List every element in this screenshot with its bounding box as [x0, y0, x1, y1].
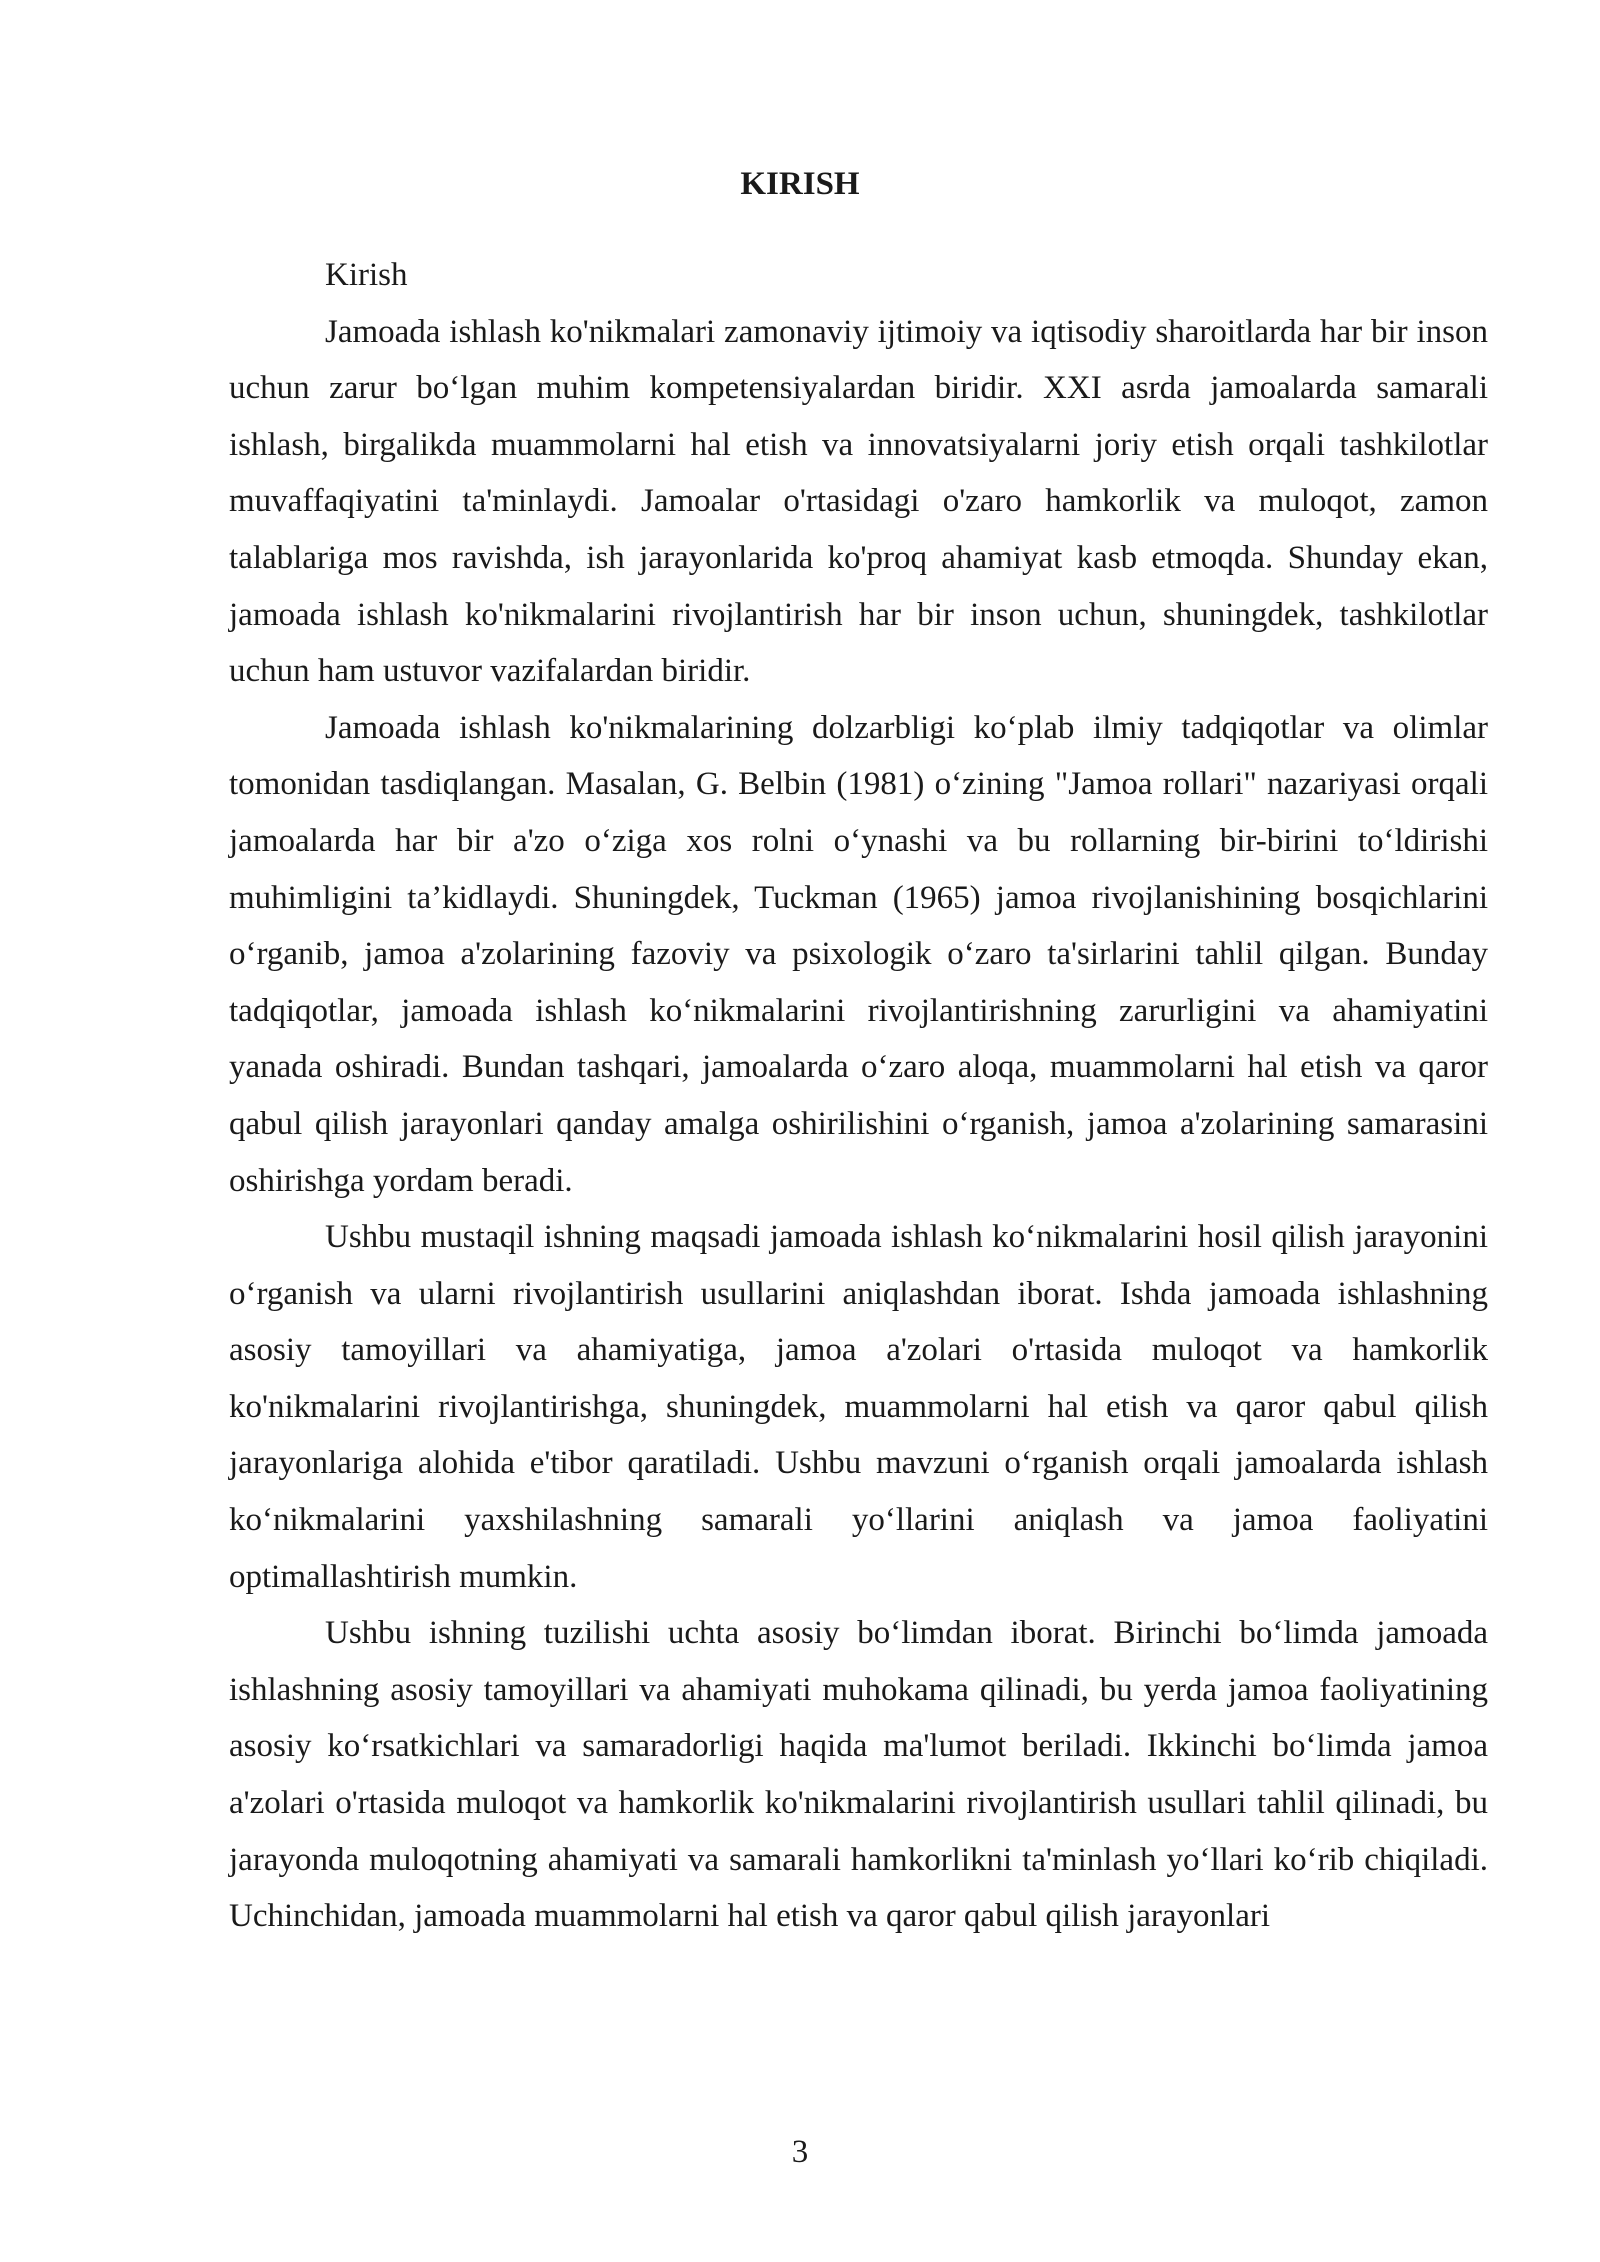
page-number: 3	[791, 2134, 809, 2170]
paragraph-2: Jamoada ishlash ko'nikmalarining dolzarbligi ko‘plab ilmiy tadqiqotlar va olimlar tomonidan tasdiqlangan. Masalan, G. Belbin (1981) o‘zining "Jamoa rollari" nazariyasi orqali jamoalarda har bir a'zo o‘ziga xos rolni o‘ynashi va bu rollarning bir-birini to‘ldirishi muhimligini ta’kidlaydi. Shuningdek, Tuckman (1965) jamoa rivojlanishining bosqichlarini o‘rganib, jamoa a'zolarining fazoviy va psixologik o‘zaro ta'sirlarini tahlil qilgan. Bunday tadqiqotlar, jamoada ishlash ko‘nikmalarini rivojlantirishning zarurligini va ahamiyatini yanada oshiradi. Bundan tashqari, jamoalarda o‘zaro aloqa, muammolarni hal etish va qaror qabul qilish jarayonlari qanday amalga oshirilishini o‘rganish, jamoa a'zolarining samarasini oshirishga yordam beradi.	[229, 709, 1488, 1199]
page-title: KIRISH	[740, 166, 860, 202]
paragraph-kirish: Kirish	[325, 257, 408, 293]
paragraph-4: Ushbu ishning tuzilishi uchta asosiy bo‘limdan iborat. Birinchi bo‘limda jamoada ishlashning asosiy tamoyillari va ahamiyati muhokama qilinadi, bu yerda jamoa faoliyatining asosiy ko‘rsatkichlari va samaradorligi haqida ma'lumot beriladi. Ikkinchi bo‘limda jamoa a'zolari o'rtasida muloqot va hamkorlik ko'nikmalarini rivojlantirish usullari tahlil qilinadi, bu jarayonda muloqotning ahamiyati va samarali hamkorlikni ta'minlash yo‘llari ko‘rib chiqiladi. Uchinchidan, jamoada muammolarni hal etish va qaror qabul qilish jarayonlari	[229, 1615, 1488, 1935]
paragraph-3: Ushbu mustaqil ishning maqsadi jamoada ishlash ko‘nikmalarini hosil qilish jarayonini o‘rganish va ularni rivojlantirish usullarini aniqlashdan iborat. Ishda jamoada ishlashning asosiy tamoyillari va ahamiyatiga, jamoa a'zolari o'rtasida muloqot va hamkorlik ko'nikmalarini rivojlantirishga, shuningdek, muammolarni hal etish va qaror qabul qilish jarayonlariga alohida e'tibor qaratiladi. Ushbu mavzuni o‘rganish orqali jamoalarda ishlash ko‘nikmalarini yaxshilashning samarali yo‘llarini aniqlash va jamoa faoliyatini optimallashtirish mumkin.	[229, 1219, 1488, 1595]
body-text	[229, 247, 1488, 1945]
paragraph-1: Jamoada ishlash ko'nikmalari zamonaviy ijtimoiy va iqtisodiy sharoitlarda har bir inson uchun zarur bo‘lgan muhim kompetensiyalardan biridir. XXI asrda jamoalarda samarali ishlash, birgalikda muammolarni hal etish va innovatsiyalarni joriy etish orqali tashkilotlar muvaffaqiyatini ta'minlaydi. Jamoalar o'rtasidagi o'zaro hamkorlik va muloqot, zamon talablariga mos ravishda, ish jarayonlarida ko'proq ahamiyat kasb etmoqda. Shunday ekan, jamoada ishlash ko'nikmalarini rivojlantirish har bir inson uchun, shuningdek, tashkilotlar uchun ham ustuvor vazifalardan biridir.	[229, 313, 1488, 690]
